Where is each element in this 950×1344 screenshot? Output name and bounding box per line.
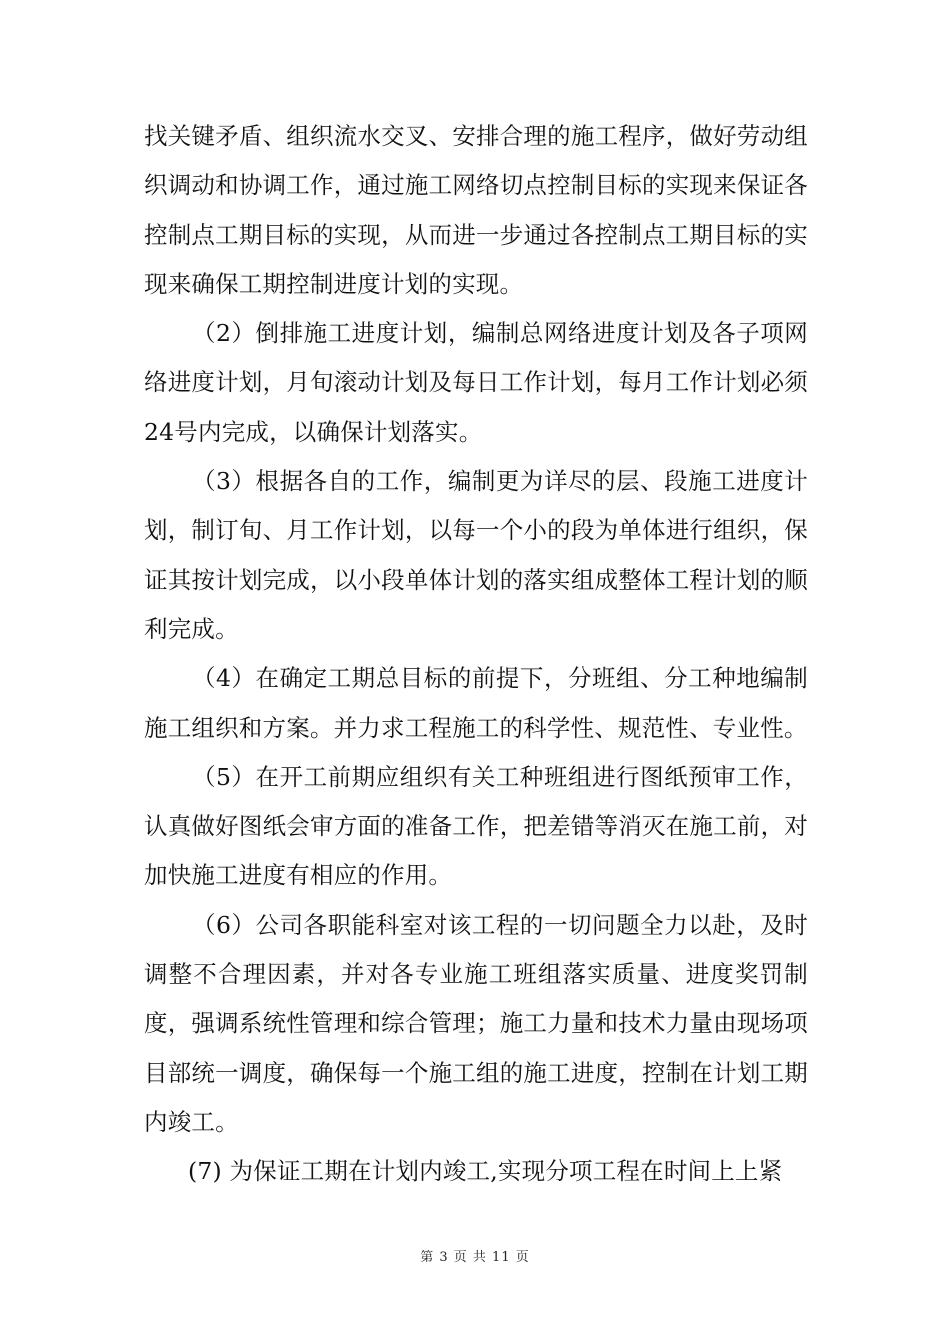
document-body <box>144 112 808 1197</box>
paragraph-item-5: （5）在开工前期应组织有关工种班组进行图纸预审工作，认真做好图纸会审方面的准备工作，把差错等消灭在施工前，对加快施工进度有相应的作用。 <box>144 762 808 890</box>
paragraph-item-2: （2）倒排施工进度计划，编制总网络进度计划及各子项网络进度计划，月旬滚动计划及每日工作计划，每月工作计划必须24号内完成，以确保计划落实。 <box>144 319 808 446</box>
paragraph-item-7: (7) 为保证工期在计划内竣工,实现分项工程在时间上上紧 <box>188 1157 783 1186</box>
paragraph-continuation: 找关键矛盾、组织流水交叉、安排合理的施工程序，做好劳动组织调动和协调工作，通过施工网络切点控制目标的实现来保证各控制点工期目标的实现，从而进一步通过各控制点工期目标的实现来确保工期控制进度计划的实现。 <box>144 122 808 298</box>
paragraph-item-3: （3）根据各自的工作，编制更为详尽的层、段施工进度计划，制订旬、月工作计划，以每一个小的段为单体进行组织，保证其按计划完成，以小段单体计划的落实组成整体工程计划的顺利完成。 <box>144 467 808 643</box>
page-footer: 第 3 页 共 11 页 <box>420 1250 530 1265</box>
paragraph-item-4: （4）在确定工期总目标的前提下，分班组、分工种地编制施工组织和方案。并力求工程施工的科学性、规范性、专业性。 <box>144 664 808 742</box>
paragraph-item-6: （6）公司各职能科室对该工程的一切问题全力以赴，及时调整不合理因素，并对各专业施工班组落实质量、进度奖罚制度，强调系统性管理和综合管理；施工力量和技术力量由现场项目部统一调度，确保每一个施工组的施工进度，控制在计划工期内竣工。 <box>144 910 808 1136</box>
